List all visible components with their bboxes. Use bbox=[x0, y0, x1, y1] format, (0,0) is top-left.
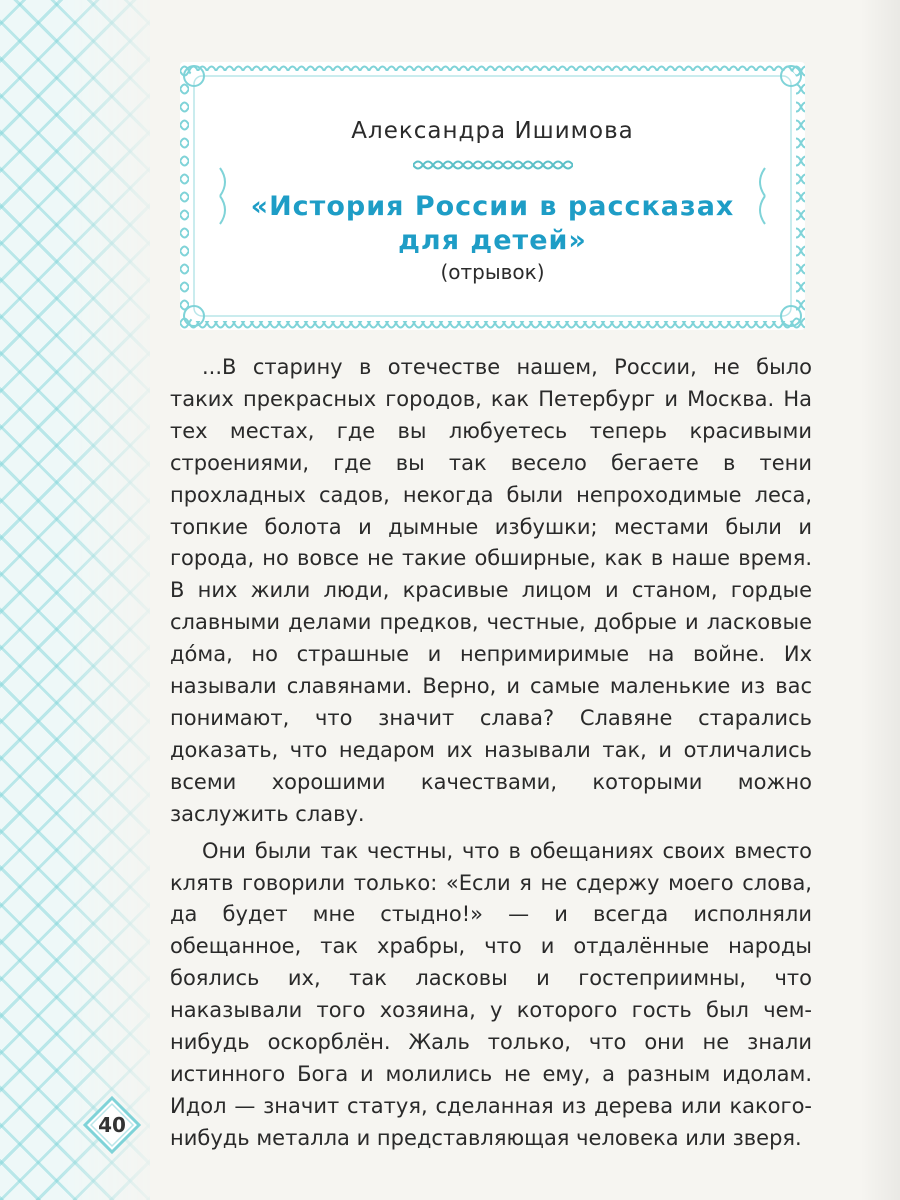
divider-ornament bbox=[413, 158, 573, 172]
subtitle-excerpt: (отрывок) bbox=[440, 260, 545, 284]
story-text bbox=[170, 352, 812, 1155]
title-frame bbox=[180, 62, 805, 330]
book-title bbox=[180, 190, 805, 258]
paragraph-2: Они были так честны, что в обещаниях своих вместо клятв говорили только: «Если я не сдержу моего слова, да будет мне стыдно!» — и всегда исполняли обещанное, так храбры, что и отдалённые народы боялись их, так ласковы и гостеприимны, что наказывали того хозяина, у которого гость был чем-нибудь оскорблён. Жаль только, что они не знали истинного Бога и молились не ему, а разным идолам. Идол — значит статуя, сделанная из дерева или какого-нибудь металла и представляющая человека или зверя. bbox=[170, 838, 812, 1150]
page-edge-shadow bbox=[860, 0, 900, 1200]
page-number-badge bbox=[82, 1095, 142, 1155]
left-margin-ornament bbox=[0, 0, 150, 1200]
author-name: Александра Ишимова bbox=[351, 118, 634, 144]
book-title-line-2: для детей» bbox=[398, 225, 587, 256]
page-number: 40 bbox=[98, 1113, 126, 1137]
paragraph-1: ...В старину в отечестве нашем, России, не было таких прекрасных городов, как Петербург и Москва. На тех местах, где вы любуетесь теперь красивыми строениями, где вы так весело бегаете в тени прохладных садов, некогда были непроходимые леса, топкие болота и дымные избушки; местами были и города, но вовсе не такие обширные, как в наше время. В них жили люди, красивые лицом и станом, гордые славными делами предков, честные, добрые и ласковые до́ма, но страшные и непримиримые на войне. Их называли славянами. Верно, и самые маленькие из вас понимают, что значит слава? Славяне старались доказать, что недаром их называли так, и отличались всеми хорошими качествами, которыми можно заслужить славу. bbox=[170, 355, 812, 826]
book-title-line-1: «История России в рассказах bbox=[250, 191, 735, 222]
